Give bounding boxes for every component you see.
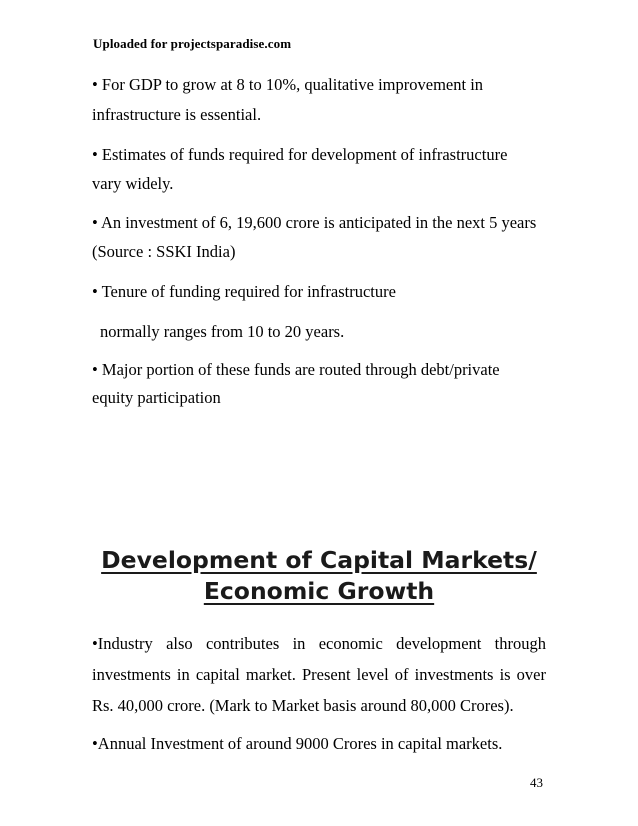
paragraph-industry-line1: •Industry also contributes in economic development through xyxy=(92,634,546,653)
bullet-portion-line2: equity participation xyxy=(92,388,221,407)
paragraph-industry-line3: Rs. 40,000 crore. (Mark to Market basis around 80,000 Crores). xyxy=(92,696,514,715)
paragraph-industry-line2: investments in capital market. Present level of investments is over xyxy=(92,665,546,684)
paragraph-annual-investment: •Annual Investment of around 9000 Crores in capital markets. xyxy=(92,734,503,753)
bullet-investment-line2: (Source : SSKI India) xyxy=(92,242,236,261)
section-heading-line1: Development of Capital Markets/ xyxy=(101,546,537,574)
bullet-portion-line1: • Major portion of these funds are routed through debt/private xyxy=(92,360,500,379)
bullet-estimates-line1: • Estimates of funds required for development of infrastructure xyxy=(92,145,508,164)
bullet-tenure-line2: normally ranges from 10 to 20 years. xyxy=(100,322,345,341)
bullet-gdp-line2: infrastructure is essential. xyxy=(92,105,262,124)
bullet-tenure-line1: • Tenure of funding required for infrastructure xyxy=(92,282,396,301)
upload-note: Uploaded for projectsparadise.com xyxy=(93,36,292,51)
bullet-investment-line1: • An investment of 6, 19,600 crore is anticipated in the next 5 years xyxy=(92,213,537,232)
page-number: 43 xyxy=(530,775,543,790)
bullet-estimates-line2: vary widely. xyxy=(92,174,174,193)
bullet-gdp-line1: • For GDP to grow at 8 to 10%, qualitative improvement in xyxy=(92,75,484,94)
section-heading-line2: Economic Growth xyxy=(203,577,435,605)
